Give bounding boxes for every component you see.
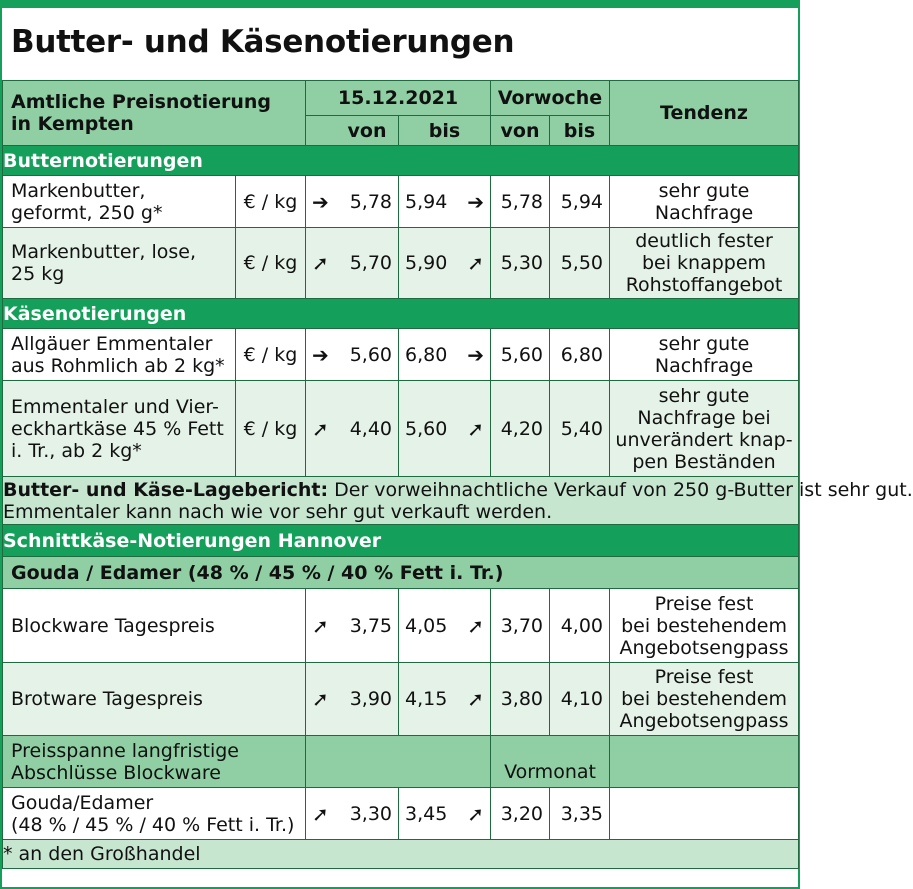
header-prev-from: von [491, 116, 550, 146]
product-name: Markenbutter, geformt, 250 g* [3, 176, 236, 228]
prev-from: 3,70 [491, 589, 550, 663]
price-from: ➔ 5,60 [306, 329, 399, 381]
price-to: 6,80 ➔ [399, 329, 491, 381]
section-cheese [3, 299, 799, 329]
header-label: Amtliche Preisnotierung in Kempten [3, 81, 306, 146]
arrow-right-icon: ➔ [467, 189, 485, 214]
table-row [3, 663, 799, 736]
prev-from: 3,20 [491, 788, 550, 840]
unit: € / kg [236, 176, 306, 228]
header-row-1 [3, 81, 799, 116]
price-from: ➚ 3,90 [306, 663, 399, 736]
arrow-up-right-icon: ➚ [467, 416, 485, 441]
arrow-up-right-icon: ➚ [312, 613, 329, 638]
arrow-up-right-icon: ➚ [467, 251, 485, 275]
arrow-right-icon: ➔ [467, 342, 485, 367]
header-date: 15.12.2021 [306, 81, 491, 116]
unit: € / kg [236, 381, 306, 477]
trend: Preise fest bei bestehendem Angebotsengpass [610, 663, 799, 736]
product-name: Gouda/Edamer (48 % / 45 % / 40 % Fett i. Tr.) [3, 788, 306, 840]
trend: Preise fest bei bestehendem Angebotsengpass [610, 589, 799, 663]
section-title: Käsenotierungen [3, 299, 799, 329]
unit: € / kg [236, 329, 306, 381]
price-to: 5,90 ➚ [399, 228, 491, 299]
price-from: ➔ 5,78 [306, 176, 399, 228]
section-butter [3, 146, 799, 176]
price-from: ➚ 3,75 [306, 589, 399, 663]
trend: deutlich fester bei knappem Rohstoffangebot [610, 228, 799, 299]
prev-from: 5,78 [491, 176, 550, 228]
title-bar [2, 2, 798, 78]
page-title: Butter- und Käsenotierungen [11, 24, 515, 60]
arrow-right-icon: ➔ [312, 189, 329, 214]
prev-to: 6,80 [550, 329, 610, 381]
table-row [3, 589, 799, 663]
longterm-header-row [3, 736, 799, 788]
price-to: 4,05 ➚ [399, 589, 491, 663]
market-report: Butter- und Käse-Lagebericht: Der vorweihnachtliche Verkauf von 250 g-Butter ist sehr gut. Emmentaler kann nach wie vor sehr gut verkauft werden. [3, 478, 913, 523]
prev-to: 5,50 [550, 228, 610, 299]
header-from: von [306, 116, 399, 146]
header-prev-month: Vormonat [491, 736, 610, 788]
product-name: Blockware Tagespreis [3, 589, 306, 663]
table-row [3, 228, 799, 299]
price-to: 5,60 ➚ [399, 381, 491, 477]
trend: sehr gute Nachfrage bei unverändert knap- pen Beständen [610, 381, 799, 477]
price-from: ➚ 4,40 [306, 381, 399, 477]
arrow-up-right-icon: ➚ [467, 613, 485, 638]
header-to: bis [399, 116, 491, 146]
prev-from: 5,30 [491, 228, 550, 299]
prev-from: 3,80 [491, 663, 550, 736]
longterm-label: Preisspanne langfristige Abschlüsse Blockware [3, 736, 306, 788]
price-to: 5,94 ➔ [399, 176, 491, 228]
section-title: Butternotierungen [3, 146, 799, 176]
arrow-right-icon: ➔ [312, 342, 329, 367]
prev-to: 4,10 [550, 663, 610, 736]
gouda-header: Gouda / Edamer (48 % / 45 % / 40 % Fett i. Tr.) [3, 557, 799, 589]
table-row [3, 329, 799, 381]
longterm-blank [306, 736, 491, 788]
prev-from: 5,60 [491, 329, 550, 381]
table-row [3, 381, 799, 477]
product-name: Emmentaler und Vier- eckhartkäse 45 % Fett i. Tr., ab 2 kg* [3, 381, 236, 477]
product-name: Markenbutter, lose, 25 kg [3, 228, 236, 299]
quotation-table [2, 80, 913, 869]
prev-to: 5,94 [550, 176, 610, 228]
price-to: 4,15 ➚ [399, 663, 491, 736]
prev-to: 5,40 [550, 381, 610, 477]
market-report-row [3, 477, 799, 525]
table-row [3, 176, 799, 228]
price-from: ➚ 3,30 [306, 788, 399, 840]
prev-to: 4,00 [550, 589, 610, 663]
prev-to: 3,35 [550, 788, 610, 840]
footnote: * an den Großhandel [3, 840, 799, 869]
arrow-up-right-icon: ➚ [467, 687, 485, 711]
trend: sehr gute Nachfrage [610, 329, 799, 381]
section-hannover [3, 525, 799, 557]
longterm-trend-blank [610, 736, 799, 788]
header-prev-week: Vorwoche [491, 81, 610, 116]
product-name: Allgäuer Emmentaler aus Rohmlich ab 2 kg* [3, 329, 236, 381]
price-from: ➚ 5,70 [306, 228, 399, 299]
arrow-up-right-icon: ➚ [312, 416, 329, 441]
arrow-up-right-icon: ➚ [467, 801, 485, 826]
product-name: Brotware Tagespreis [3, 663, 306, 736]
header-trend: Tendenz [610, 81, 799, 146]
arrow-up-right-icon: ➚ [312, 251, 329, 275]
arrow-up-right-icon: ➚ [312, 801, 329, 826]
price-to: 3,45 ➚ [399, 788, 491, 840]
footnote-row [3, 840, 799, 869]
section-title: Schnittkäse-Notierungen Hannover [3, 525, 799, 557]
table-row [3, 788, 799, 840]
trend: sehr gute Nachfrage [610, 176, 799, 228]
arrow-up-right-icon: ➚ [312, 687, 329, 711]
prev-from: 4,20 [491, 381, 550, 477]
gouda-header-row [3, 557, 799, 589]
trend-blank [610, 788, 799, 840]
header-prev-to: bis [550, 116, 610, 146]
unit: € / kg [236, 228, 306, 299]
